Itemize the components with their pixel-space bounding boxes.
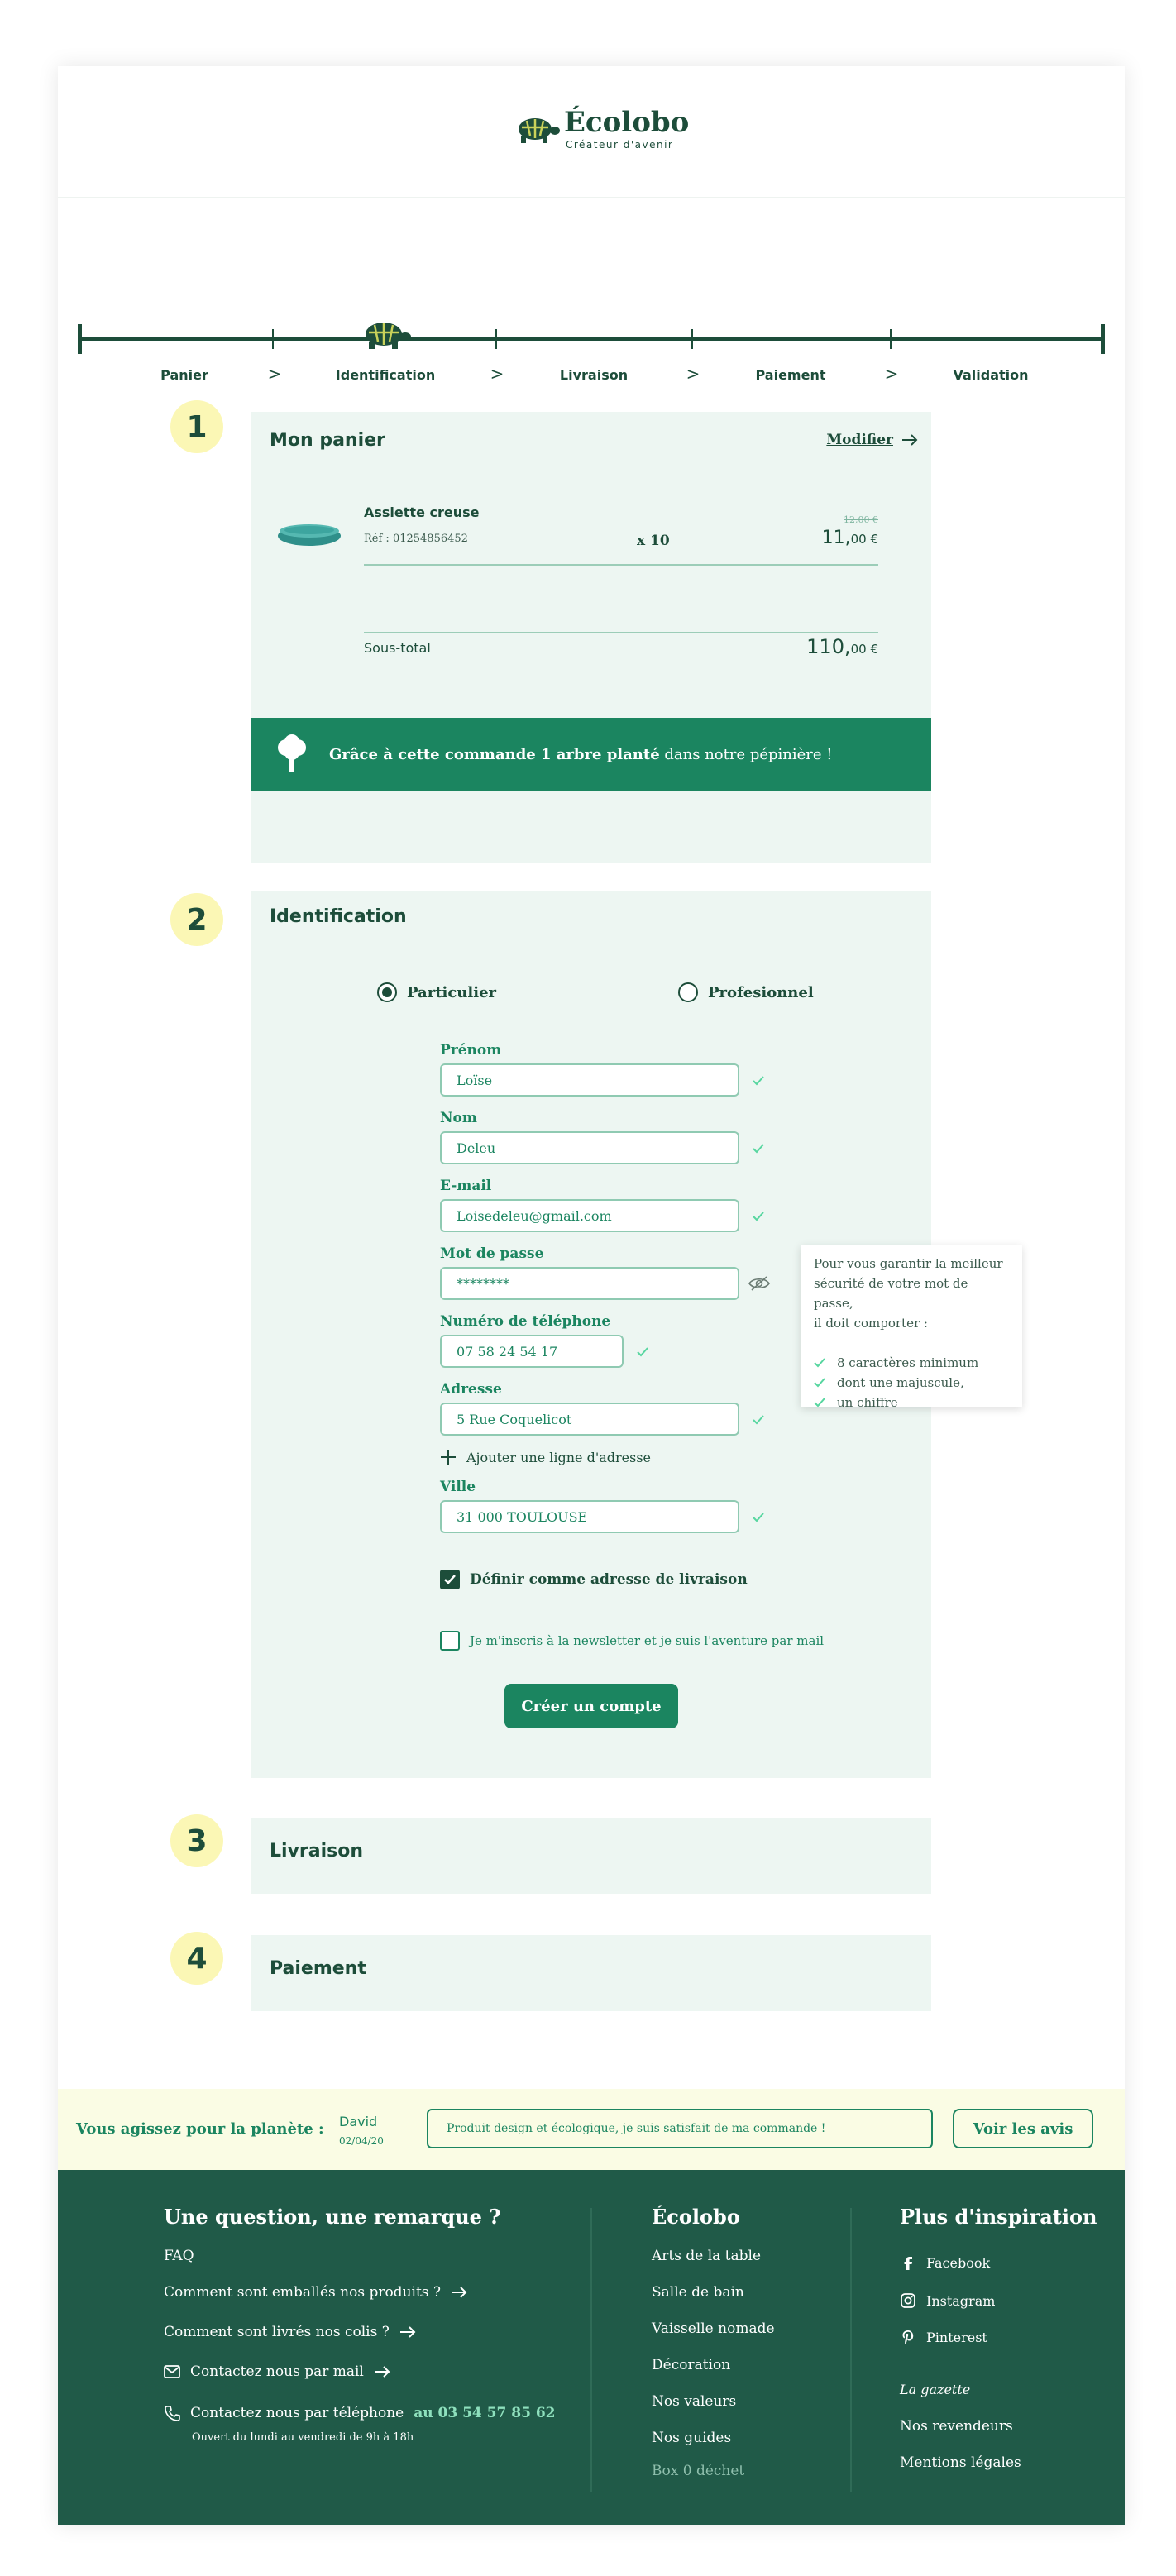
faq-label: FAQ <box>164 2248 194 2264</box>
add-address-line-button[interactable] <box>440 1449 651 1465</box>
contact-phone-link[interactable] <box>164 2405 555 2421</box>
subtotal-label: Sous-total <box>364 640 431 656</box>
stepper-line <box>79 337 1103 341</box>
chevron-right-icon: > <box>267 364 282 384</box>
password-requirements-tooltip <box>801 1245 1022 1410</box>
arrow-right-icon <box>901 434 918 446</box>
prenom-field[interactable]: Loïse <box>440 1063 739 1097</box>
facebook-link[interactable] <box>900 2254 990 2271</box>
nom-label: Nom <box>440 1110 477 1126</box>
shipping-label: Comment sont livrés nos colis ? <box>164 2324 390 2340</box>
phone-number: au 03 54 57 85 62 <box>414 2405 556 2421</box>
radio-particulier[interactable] <box>377 982 496 1002</box>
review-author: David <box>339 2114 378 2129</box>
banner-text <box>329 746 833 763</box>
footer-link[interactable]: Nos valeurs <box>652 2393 737 2410</box>
checkmark-icon <box>443 1574 457 1585</box>
shipping-link[interactable] <box>164 2324 416 2340</box>
stepper-tick <box>495 329 497 349</box>
step-number-2: 2 <box>170 893 223 946</box>
arrow-right-icon <box>451 2287 467 2298</box>
site-footer <box>58 2170 1125 2525</box>
newsletter-checkbox[interactable] <box>440 1631 824 1651</box>
step-number-1: 1 <box>170 400 223 453</box>
turtle-logo-icon <box>513 111 561 144</box>
step-paiement[interactable]: Paiement <box>755 367 826 383</box>
see-reviews-button[interactable]: Voir les avis <box>953 2109 1093 2148</box>
brand-name: Écolobo <box>564 106 690 139</box>
checkout-stepper <box>58 256 1125 384</box>
tooltip-line-1: Pour vous garantir la meilleur <box>814 1256 1003 1271</box>
address-field[interactable]: 5 Rue Coquelicot <box>440 1403 739 1436</box>
contact-mail-link[interactable] <box>164 2363 390 2380</box>
footer-link[interactable]: Mentions légales <box>900 2454 1021 2471</box>
delivery-title: Livraison <box>270 1841 364 1862</box>
price-integer: 11, <box>821 528 851 548</box>
stepper-end <box>1101 324 1105 354</box>
chevron-right-icon: > <box>884 364 899 384</box>
password-rule <box>814 1393 1009 1412</box>
payment-panel[interactable] <box>251 1935 931 2011</box>
brand-tagline: Créateur d'avenir <box>566 139 674 151</box>
phone-label: Numéro de téléphone <box>440 1313 611 1330</box>
footer-inspiration-title: Plus d'inspiration <box>900 2205 1097 2229</box>
footer-question-title: Une question, une remarque ? <box>164 2205 501 2229</box>
product-price <box>822 528 878 548</box>
identification-title: Identification <box>270 906 407 927</box>
radio-professionnel[interactable] <box>678 982 814 1002</box>
modify-cart-link[interactable] <box>826 432 918 448</box>
tree-icon <box>275 734 309 774</box>
check-icon <box>814 1357 825 1369</box>
create-account-button[interactable]: Créer un compte <box>504 1684 678 1728</box>
price-decimal: 00 € <box>850 532 878 547</box>
facebook-icon <box>900 2254 916 2271</box>
password-rule-text: dont une majuscule, <box>837 1375 964 1390</box>
product-name: Assiette creuse <box>364 504 480 520</box>
cart-panel <box>251 412 931 863</box>
footer-link[interactable]: Box 0 déchet <box>652 2463 745 2479</box>
check-icon <box>753 1143 764 1154</box>
pinterest-icon <box>900 2329 916 2345</box>
instagram-link[interactable] <box>900 2292 995 2309</box>
contact-phone-label: Contactez nous par téléphone <box>190 2405 404 2421</box>
checkbox-unchecked[interactable] <box>440 1631 460 1651</box>
address-label: Adresse <box>440 1381 502 1398</box>
instagram-icon <box>900 2292 916 2309</box>
pinterest-label: Pinterest <box>926 2329 987 2345</box>
product-ref: Réf : 01254856452 <box>364 533 468 545</box>
check-icon <box>637 1346 648 1358</box>
arrow-right-icon <box>374 2366 390 2378</box>
footer-link[interactable]: Nos guides <box>652 2430 732 2446</box>
step-identification[interactable]: Identification <box>335 367 436 383</box>
phone-icon <box>164 2405 180 2421</box>
check-icon <box>814 1377 825 1388</box>
review-date: 02/04/20 <box>339 2135 384 2147</box>
footer-divider <box>850 2208 852 2492</box>
delivery-panel[interactable] <box>251 1818 931 1894</box>
reviews-bar <box>58 2089 1125 2170</box>
review-text: Produit design et écologique, je suis satisfait de ma commande ! <box>427 2109 933 2148</box>
tooltip-line-3: il doit comporter : <box>814 1316 928 1331</box>
divider <box>364 564 878 566</box>
product-old-price: 12,00 € <box>844 514 878 525</box>
stepper-tick <box>691 329 693 349</box>
banner-bold-text: Grâce à cette commande 1 arbre planté <box>329 745 660 763</box>
step-panier[interactable]: Panier <box>160 367 208 383</box>
brand-logo[interactable] <box>513 106 690 155</box>
payment-title: Paiement <box>270 1958 366 1979</box>
pinterest-link[interactable] <box>900 2329 987 2345</box>
password-rule-text: un chiffre <box>837 1395 898 1410</box>
banner-rest-text: dans notre pépinière ! <box>659 745 833 763</box>
chevron-right-icon: > <box>490 364 504 384</box>
site-header <box>58 66 1125 198</box>
modify-label: Modifier <box>826 432 893 448</box>
plate-product-image <box>276 518 342 547</box>
phone-field[interactable]: 07 58 24 54 17 <box>440 1335 624 1368</box>
check-icon <box>753 1211 764 1222</box>
tree-planted-banner <box>251 718 931 791</box>
turtle-progress-icon <box>357 316 412 349</box>
radio-button[interactable] <box>678 982 698 1002</box>
subtotal-value <box>806 635 878 658</box>
step-livraison[interactable]: Livraison <box>559 367 629 383</box>
prenom-label: Prénom <box>440 1042 502 1059</box>
check-icon <box>753 1414 764 1426</box>
password-rule <box>814 1353 1009 1373</box>
radio-button-selected[interactable] <box>377 982 397 1002</box>
identification-panel <box>251 891 1003 1778</box>
eye-off-icon[interactable] <box>748 1275 771 1292</box>
password-rules-list <box>814 1353 1009 1412</box>
city-label: Ville <box>440 1479 476 1495</box>
packaging-link[interactable] <box>164 2284 467 2301</box>
delivery-address-checkbox[interactable] <box>440 1570 748 1589</box>
delivery-address-label: Définir comme adresse de livraison <box>470 1571 748 1588</box>
footer-brand-title: Écolobo <box>652 2205 740 2229</box>
step-number-3: 3 <box>170 1814 223 1867</box>
contact-mail-label: Contactez nous par mail <box>190 2363 364 2380</box>
footer-link[interactable]: Arts de la table <box>652 2248 762 2264</box>
password-rule <box>814 1373 1009 1393</box>
faq-link[interactable] <box>164 2248 194 2264</box>
check-icon <box>814 1397 825 1408</box>
mail-icon <box>164 2365 180 2378</box>
password-label: Mot de passe <box>440 1245 544 1262</box>
city-field[interactable]: 31 000 TOULOUSE <box>440 1500 739 1533</box>
instagram-label: Instagram <box>926 2292 996 2309</box>
footer-link[interactable]: Nos revendeurs <box>900 2418 1013 2435</box>
check-icon <box>753 1512 764 1523</box>
footer-link[interactable]: Salle de bain <box>652 2284 744 2301</box>
facebook-label: Facebook <box>926 2254 991 2271</box>
add-address-line-label: Ajouter une ligne d'adresse <box>466 1449 652 1465</box>
gazette-link[interactable]: La gazette <box>900 2382 971 2397</box>
nom-field[interactable]: Deleu <box>440 1131 739 1164</box>
plus-icon <box>440 1449 457 1465</box>
reviews-title: Vous agissez pour la planète : <box>76 2120 324 2138</box>
subtotal-decimal: 00 € <box>850 642 878 657</box>
divider <box>364 632 878 633</box>
email-field[interactable]: Loisedeleu@gmail.com <box>440 1199 739 1232</box>
radio-professionnel-label: Profesionnel <box>708 983 814 1001</box>
opening-hours: Ouvert du lundi au vendredi de 9h à 18h <box>192 2431 414 2444</box>
newsletter-label: Je m'inscris à la newsletter et je suis l'aventure par mail <box>470 1633 825 1648</box>
footer-link[interactable]: Décoration <box>652 2357 731 2373</box>
footer-link[interactable]: Vaisselle nomade <box>652 2320 775 2337</box>
check-icon <box>753 1075 764 1087</box>
chevron-right-icon: > <box>686 364 700 384</box>
radio-particulier-label: Particulier <box>407 983 497 1001</box>
stepper-tick <box>272 329 274 349</box>
password-field[interactable]: ******** <box>440 1267 739 1300</box>
footer-divider <box>590 2208 592 2492</box>
subtotal-integer: 110, <box>806 635 851 658</box>
cart-title: Mon panier <box>270 430 385 451</box>
step-number-4: 4 <box>170 1932 223 1985</box>
stepper-start <box>78 324 82 354</box>
tooltip-line-2: sécurité de votre mot de passe, <box>814 1276 968 1311</box>
arrow-right-icon <box>399 2326 416 2338</box>
product-quantity: x 10 <box>637 533 670 549</box>
packaging-label: Comment sont emballés nos produits ? <box>164 2284 442 2301</box>
checkbox-checked[interactable] <box>440 1570 460 1589</box>
step-validation[interactable]: Validation <box>953 367 1029 383</box>
checkout-page <box>58 66 1125 2525</box>
stepper-tick <box>890 329 892 349</box>
email-label: E-mail <box>440 1178 492 1194</box>
password-rule-text: 8 caractères minimum <box>837 1355 979 1370</box>
